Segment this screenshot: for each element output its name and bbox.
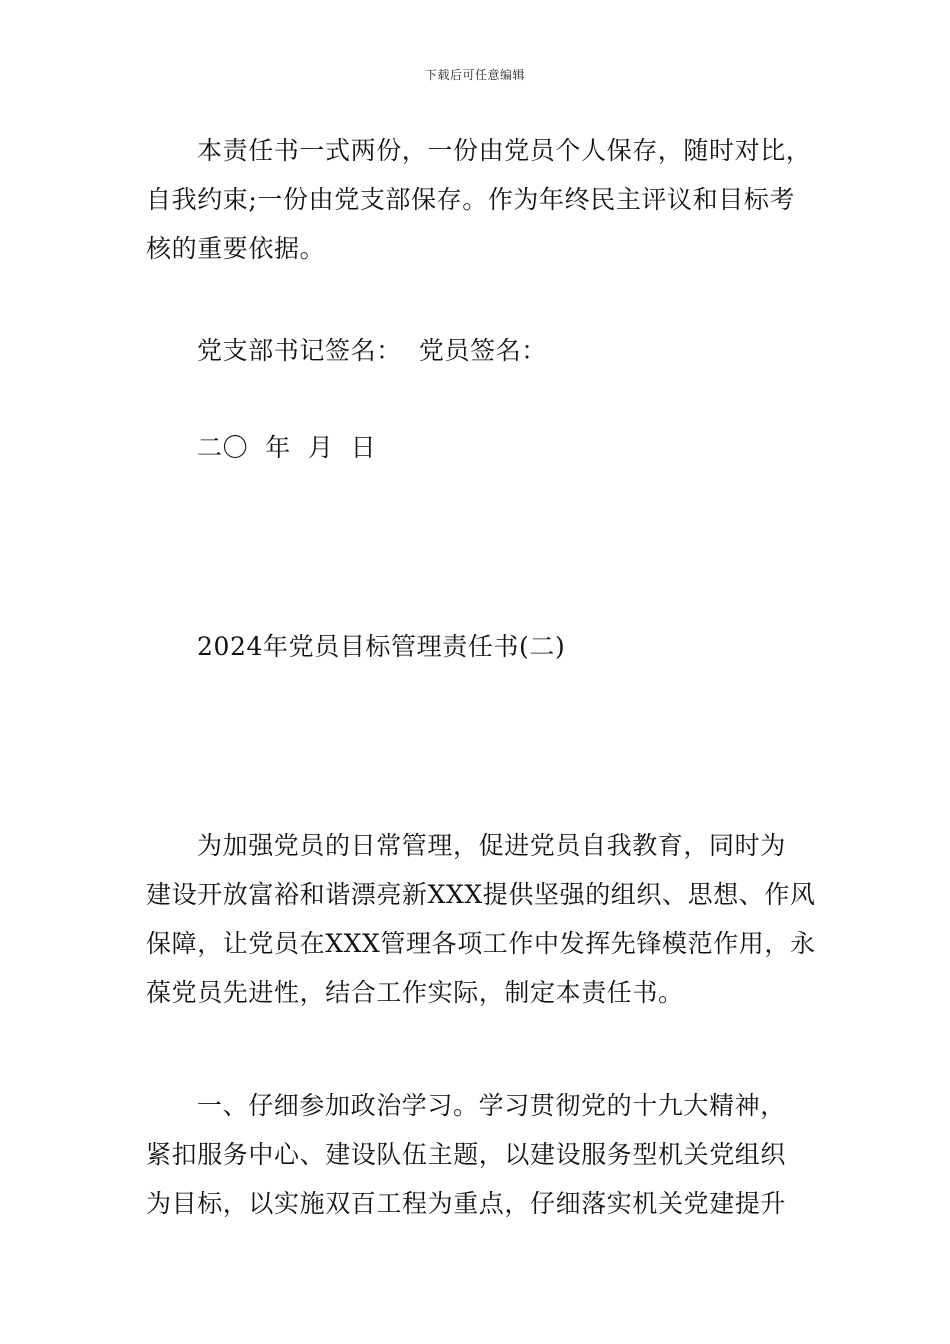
paragraph-line: 建设开放富裕和谐漂亮新XXX提供坚强的组织、思想、作风 <box>146 880 816 909</box>
paragraph-line: 自我约束;一份由党支部保存。作为年终民主评议和目标考 <box>146 185 796 214</box>
paragraph-line: 一、仔细参加政治学习。学习贯彻党的十九大精神， <box>197 1091 786 1120</box>
paragraph-line: 葆党员先进性，结合工作实际，制定本责任书。 <box>146 978 684 1007</box>
paragraph-line: 本责任书一式两份，一份由党员个人保存，随时对比， <box>197 136 812 165</box>
paragraph-copies-note <box>146 126 816 273</box>
paragraph-line: 保障，让党员在XXX管理各项工作中发挥先锋模范作用，永 <box>146 929 816 958</box>
paragraph-line: 为加强党员的日常管理，促进党员自我教育，同时为 <box>197 831 786 860</box>
signature-line: 党支部书记签名： 党员签名： <box>197 336 547 365</box>
date-line: 二〇 年 月 日 <box>197 433 377 462</box>
paragraph-line: 为目标，以实施双百工程为重点，仔细落实机关党建提升 <box>146 1189 787 1218</box>
paragraph-purpose <box>146 821 816 1017</box>
paragraph-line: 紧扣服务中心、建设队伍主题，以建设服务型机关党组织 <box>146 1140 787 1169</box>
paragraph-line: 核的重要依据。 <box>146 234 326 263</box>
paragraph-item-one <box>146 1081 816 1228</box>
page-header-note: 下载后可任意编辑 <box>424 68 525 82</box>
section-title: 2024年党员目标管理责任书(二) <box>197 632 566 661</box>
